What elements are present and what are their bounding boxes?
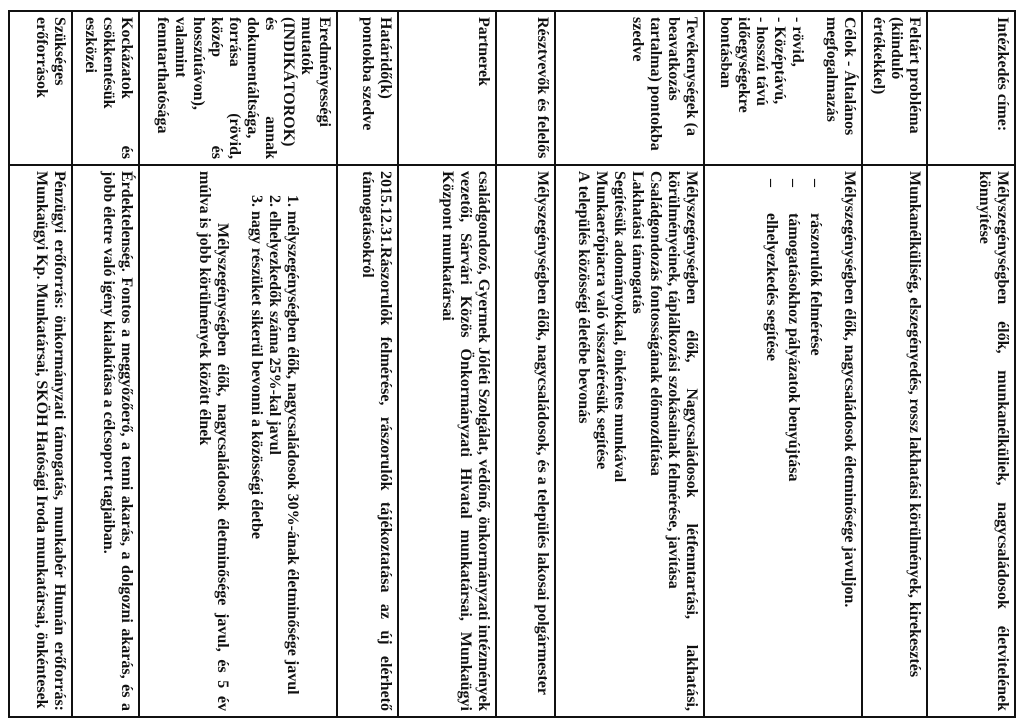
row-value: 2015.12.31.Rászorulók felmérése, rászorulók tájékoztatása az új elérhető támogatásokról (337, 165, 398, 717)
table-row (337, 11, 398, 717)
table-row (862, 11, 927, 717)
list-item: 1. mélyszegénységben élők, nagycsaládosok 30%-ának életminősége javul (283, 211, 301, 711)
list-item: – rászorulók felmérése (806, 179, 824, 711)
label-sub: - hosszú távú időegységekre bontásban (716, 17, 770, 113)
table-row (555, 11, 704, 717)
row-value: Mélyszegénységben élők, nagycsaládosok, és a település lakosai polgármester (496, 165, 555, 717)
table-row (9, 11, 72, 717)
table-row (496, 11, 555, 717)
row-value: Pénzügyi erőforrás: önkormányzati támogatás, munkabér Humán erőforrás: Munkaügyi Kp. Munkatársai, SKÖH Hatósági Iroda munkatársai, önkéntesek (9, 165, 72, 717)
list-item: – támogatásokhoz pályázatok benyújtása (784, 179, 802, 711)
row-label: Partnerek (398, 11, 497, 165)
table-row (398, 11, 497, 717)
activity-line: Családgondozás fontosságának előmozdítása (647, 171, 665, 476)
row-label (704, 11, 862, 165)
activity-line: Lakhatási támogatás (629, 171, 647, 314)
list-item: – elhelyezkedés segítése (762, 179, 780, 711)
goal-list (762, 171, 824, 711)
table-row (927, 11, 1015, 717)
row-value: Mélyszegénységben élők, munkanélküliek, nagycsaládosok életvitelének könnyítése (927, 165, 1015, 717)
row-label: Feltárt probléma (kiinduló értékekkel) (862, 11, 927, 165)
row-value (139, 165, 336, 717)
table-row (704, 11, 862, 717)
row-value: Érdektelenség. Fontos a meggyőzőerő, a tenni akarás, a dolgozni akarás, és a jobb életre való igény kialakítása a célcsoport tagjaiban. (72, 165, 139, 717)
action-plan-table (8, 10, 1016, 718)
list-item: 3. nagy részüket sikerül bevonni a közösségi életbe (247, 211, 265, 711)
activity-line: A település közösségi életébe bevonás (575, 171, 593, 424)
row-value (555, 165, 704, 717)
row-label: Eredményességi mutatók (INDIKÁTOROK) és annak dokumentáltsága, forrása (rövid, közép és hosszútávon), valamint fenntarthatósága (139, 11, 336, 165)
row-label: Határidő(k) pontokba szedve (337, 11, 398, 165)
activity-line: Segítésük adományokkal, önkéntes munkával (611, 171, 629, 483)
label-sub: - Középtávú, (770, 17, 788, 105)
row-label: Intézkedés címe: (927, 11, 1015, 165)
sustainability-text: Mélyszegénységben élők, nagycsaládosok életminősége javul, és 5 év múlva is jobb körülmények között élnek (195, 171, 231, 711)
table-row (72, 11, 139, 717)
row-value: Munkanélküliség, elszegényedés, rossz lakhatási körülmények, kirekesztés (862, 165, 927, 717)
label-main: Célok - Általános megfogalmazás (822, 17, 858, 136)
table-row (139, 11, 336, 717)
row-label: Kockázatok és csökkentésük eszközei (72, 11, 139, 165)
row-value (704, 165, 862, 717)
row-label: Résztvevők és felelős (496, 11, 555, 165)
label-sub: - rövid, (788, 17, 806, 67)
goal-intro: Mélyszegénységben élők, nagycsaládosok életminősége javuljon. (840, 171, 858, 608)
row-label: Tevékenységek (a beavatkozás tartalma) pontokba szedve (555, 11, 704, 165)
row-label: Szükséges erőforrások (9, 11, 72, 165)
activity-line: Mélyszegénységben élők, Nagycsaládosok létfenntartási, lakhatási, körülményeinek, táplálkozási szokásainak felmérése, javítása (665, 171, 701, 711)
activity-line: Munkaerőpiacra való visszatérésük segítése (593, 171, 611, 470)
row-value: családgondozó, Gyermek Jóléti Szolgálat, védőnő, önkormányzati intézmények vezetői, Sárvári Közös Önkormányzati Hivatal munkatársai, Munkaügyi Központ munkatársai (398, 165, 497, 717)
indicator-list (247, 171, 301, 711)
list-item: 2. elhelyezkedők száma 25%-kal javul (265, 211, 283, 711)
